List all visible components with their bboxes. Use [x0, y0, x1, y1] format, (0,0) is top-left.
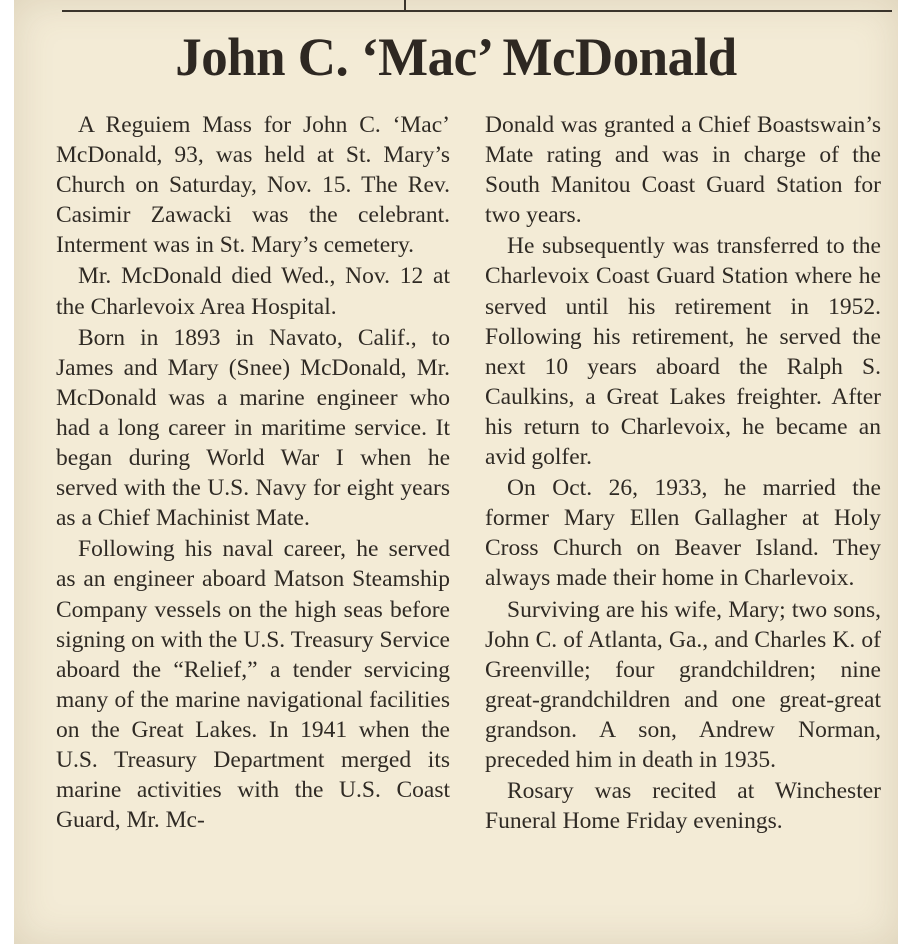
paragraph-naval-career: Following his naval career, he served as an engineer aboard Matson Steamship Company vessels on the high seas before signing on with the U.S. Treasury Service aboard the “Relief,” a tender servicing many of the marine navigational facilities on the Great Lakes. In 1941 when the U.S. Treasury Department merged its marine activities with the U.S. Coast Guard, Mr. Mc- [56, 536, 450, 834]
paragraph-rosary: Rosary was recited at Winchester Funeral Home Friday evenings. [485, 778, 881, 835]
paragraph-death: Mr. McDonald died Wed., Nov. 12 at the Charlevoix Area Hospital. [56, 263, 450, 320]
headline: John C. ‘Mac’ McDonald [175, 27, 737, 87]
paragraph-mass: A Reguiem Mass for John C. ‘Mac’ McDonald, 93, was held at St. Mary’s Church on Saturday, Nov. 15. The Rev. Casimir Zawacki was the celebrant. Interment was in St. Mary’s cemetery. [56, 112, 450, 259]
paragraph-marriage: On Oct. 26, 1933, he married the former Mary Ellen Gallagher at Holy Cross Church on Beaver Island. They always made their home in Charlevoix. [485, 475, 881, 592]
paragraph-birth-career: Born in 1893 in Navato, Calif., to James and Mary (Snee) McDonald, Mr. McDonald was a marine engineer who had a long career in maritime service. It began during World War I when he served with the U.S. Navy for eight years as a Chief Machinist Mate. [56, 324, 450, 532]
left-column [56, 110, 450, 835]
column-divider-tick [404, 0, 406, 12]
top-column-rule [62, 10, 892, 12]
right-column [485, 110, 881, 836]
paragraph-transfer: He subsequently was transferred to the Charlevoix Coast Guard Station where he served until his retirement in 1952. Following his retirement, he served the next 10 years aboard the Ralph S. Caulkins, a Great Lakes freighter. After his return to Charlevoix, he became an avid golfer. [485, 233, 881, 471]
paragraph-survivors: Surviving are his wife, Mary; two sons, John C. of Atlanta, Ga., and Charles K. of Greenville; four grandchildren; nine great-grandchildren and one great-great grandson. A son, Andrew Norman, preceded him in death in 1935. [485, 596, 881, 773]
paragraph-continued: Donald was granted a Chief Boastswain’s Mate rating and was in charge of the South Manitou Coast Guard Station for two years. [485, 112, 881, 229]
